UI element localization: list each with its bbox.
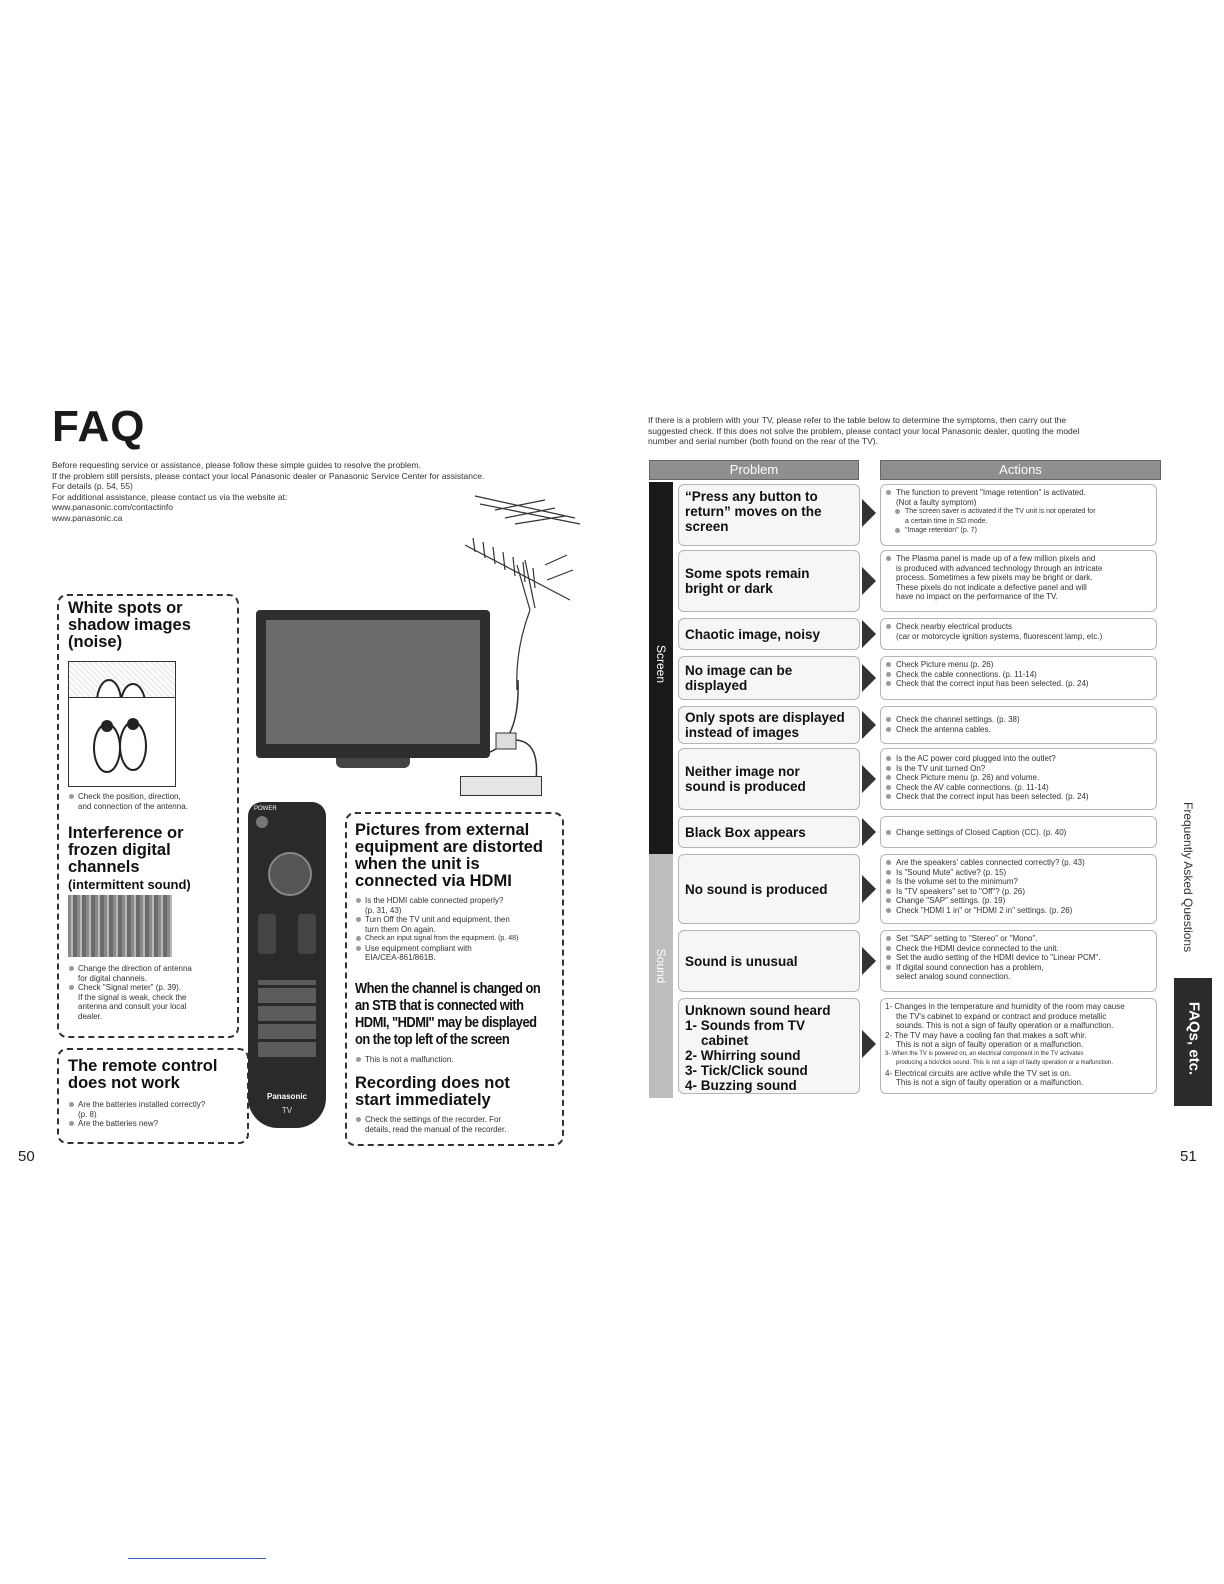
intro-line: If the problem still persists, please contact your local Panasonic dealer or Panasonic Service Center for assistance. [52, 470, 485, 481]
power-label: POWER [254, 806, 277, 812]
arrow-icon [862, 620, 876, 648]
problem-cell: Chaotic image, noisy [678, 618, 860, 650]
problem-cell: Neither image nor sound is produced [678, 748, 860, 810]
actions-cell: Set "SAP" setting to "Stereo" or "Mono". Check the HDMI device connected to the unit. Set the audio setting of the HDMI device to "Linear PCM". If digital sound connection has a problem, select analog sound connection. [880, 930, 1157, 992]
actions-cell: Is the AC power cord plugged into the outlet? Is the TV unit turned On? Check Picture menu (p. 26) and volume. Check the AV cable connections. (p. 11-14) Check that the correct input has been selected. (p. 24) [880, 748, 1157, 810]
table-intro: If there is a problem with your TV, please refer to the table below to determine the symptoms, then carry out the suggested check. If this does not solve the problem, please contact your local Panasonic dealer, quoting the model number and serial number (both found on the rear of the TV). [648, 415, 1080, 446]
problem-header: Problem [649, 460, 859, 480]
page-number-left: 50 [18, 1148, 35, 1165]
actions-cell: The function to prevent "Image retention" is activated. (Not a faulty symptom) The screen saver is activated if the TV unit is not operated for a certain time in SD mode. "Image retention" (p. 7) [880, 484, 1157, 546]
problem-cell: Sound is unusual [678, 930, 860, 992]
clear-image-example [68, 697, 176, 787]
category-sound: Sound [649, 854, 673, 1098]
channel-rocker-icon [298, 914, 316, 954]
recording-heading: Recording does not start immediately [355, 1074, 510, 1109]
white-spots-bullets: Check the position, direction, and connection of the antenna. [68, 792, 233, 811]
remote-heading: The remote control does not work [68, 1057, 218, 1092]
actions-cell: Check the channel settings. (p. 38) Check the antenna cables. [880, 706, 1157, 744]
problem-cell: Unknown sound heard 1- Sounds from TV cabinet 2- Whirring sound 3- Tick/Click sound 4- Buzzing sound [678, 998, 860, 1094]
problem-cell: “Press any button to return” moves on the screen [678, 484, 860, 546]
category-screen: Screen [649, 482, 673, 854]
remote-tv-label: TV [281, 1106, 293, 1115]
power-button-icon [256, 816, 268, 828]
faqs-tab[interactable]: FAQs, etc. [1174, 978, 1212, 1106]
problem-cell: Only spots are displayed instead of images [678, 706, 860, 744]
problem-cell: Some spots remain bright or dark [678, 550, 860, 612]
problem-cell: Black Box appears [678, 816, 860, 848]
penguins-clear-icon [69, 698, 175, 786]
recording-bullets: Check the settings of the recorder. For details, read the manual of the recorder. [355, 1115, 555, 1134]
problem-cell: No sound is produced [678, 854, 860, 924]
dpad-icon [268, 852, 312, 896]
arrow-icon [862, 499, 876, 527]
arrow-icon [862, 875, 876, 903]
recorder-illustration [460, 776, 542, 796]
pixelated-image-example [68, 895, 172, 957]
arrow-icon [862, 947, 876, 975]
page-title: FAQ [52, 402, 146, 451]
arrow-icon [862, 664, 876, 692]
intro-line: For additional assistance, please contact us via the website at: [52, 491, 288, 502]
problem-cell: No image can be displayed [678, 656, 860, 700]
page-number-right: 51 [1180, 1148, 1197, 1165]
interference-subheading: (intermittent sound) [68, 877, 191, 892]
arrow-icon [862, 567, 876, 595]
arrow-icon [862, 711, 876, 739]
actions-cell: 1- Changes in the temperature and humidity of the room may cause the TV's cabinet to expand or contract and produce metallic sounds. This is not a sign of faulty operation or a malfunction. 2- The TV may have a cooling fan that makes a soft whir. This is not a sign of faulty operation or a malfunction. 3- When the TV is powered on, an electrical component in the TV activates producing a tick/click sound. This is not a sign of faulty operation or a malfunction. 4- Electrical circuits are active while the TV set is on. This is not a sign of faulty operation or a malfunction. [880, 998, 1157, 1094]
stb-bullets: This is not a malfunction. [355, 1055, 555, 1065]
side-section-label: Frequently Asked Questions [1181, 802, 1195, 953]
stb-heading: When the channel is changed on an STB that is connected with HDMI, "HDMI" may be displayed on the top left of the screen [355, 980, 541, 1048]
remote-illustration [248, 802, 326, 1128]
intro-line: For details (p. 54, 55) [52, 481, 133, 491]
remote-bullets: Are the batteries installed correctly? (p. 8) Are the batteries new? [68, 1100, 243, 1129]
footer-divider [128, 1558, 266, 1559]
intro-line: Before requesting service or assistance, please follow these simple guides to resolve the problem. [52, 460, 421, 470]
tv-stand [336, 758, 410, 768]
white-spots-heading: White spots or shadow images (noise) [68, 599, 191, 651]
website-link[interactable]: www.panasonic.com/contactinfo [52, 502, 173, 512]
number-keypad-icon [258, 980, 316, 1060]
hdmi-bullets: Is the HDMI cable connected properly? (p. 31, 43) Turn Off the TV unit and equipment, then turn them On again. Check an input signal from the equipment. (p. 48) Use equipment compliant with EIA/CEA-861/861B. [355, 896, 555, 963]
actions-cell: Change settings of Closed Caption (CC). (p. 40) [880, 816, 1157, 848]
interference-bullets: Change the direction of antenna for digital channels. Check "Signal meter" (p. 39). If the signal is weak, check the antenna and consult your local dealer. [68, 964, 233, 1021]
arrow-icon [862, 765, 876, 793]
tv-screen [266, 620, 480, 744]
hdmi-heading: Pictures from external equipment are distorted when the unit is connected via HDMI [355, 821, 543, 890]
tv-illustration [256, 610, 490, 758]
actions-cell: Check Picture menu (p. 26) Check the cable connections. (p. 11-14) Check that the correct input has been selected. (p. 24) [880, 656, 1157, 700]
volume-rocker-icon [258, 914, 276, 954]
website-link[interactable]: www.panasonic.ca [52, 512, 123, 523]
actions-cell: The Plasma panel is made up of a few million pixels and is produced with advanced technology through an intricate process. Sometimes a few pixels may be bright or dark. These pixels do not indicate a defective panel and will have no impact on the performance of the TV. [880, 550, 1157, 612]
interference-heading: Interference or frozen digital channels [68, 824, 184, 876]
actions-cell: Are the speakers' cables connected correctly? (p. 43) Is "Sound Mute" active? (p. 15) Is the volume set to the minimum? Is "TV speakers" set to "Off"? (p. 26) Change "SAP" settings. (p. 19) Check "HDMI 1 in" or "HDMI 2 in" settings. (p. 26) [880, 854, 1157, 924]
actions-header: Actions [880, 460, 1161, 480]
actions-cell: Check nearby electrical products (car or motorcycle ignition systems, fluorescent lamp, etc.) [880, 618, 1157, 650]
arrow-icon [862, 818, 876, 846]
remote-brand-logo: Panasonic [266, 1092, 307, 1101]
arrow-icon [862, 1030, 876, 1058]
